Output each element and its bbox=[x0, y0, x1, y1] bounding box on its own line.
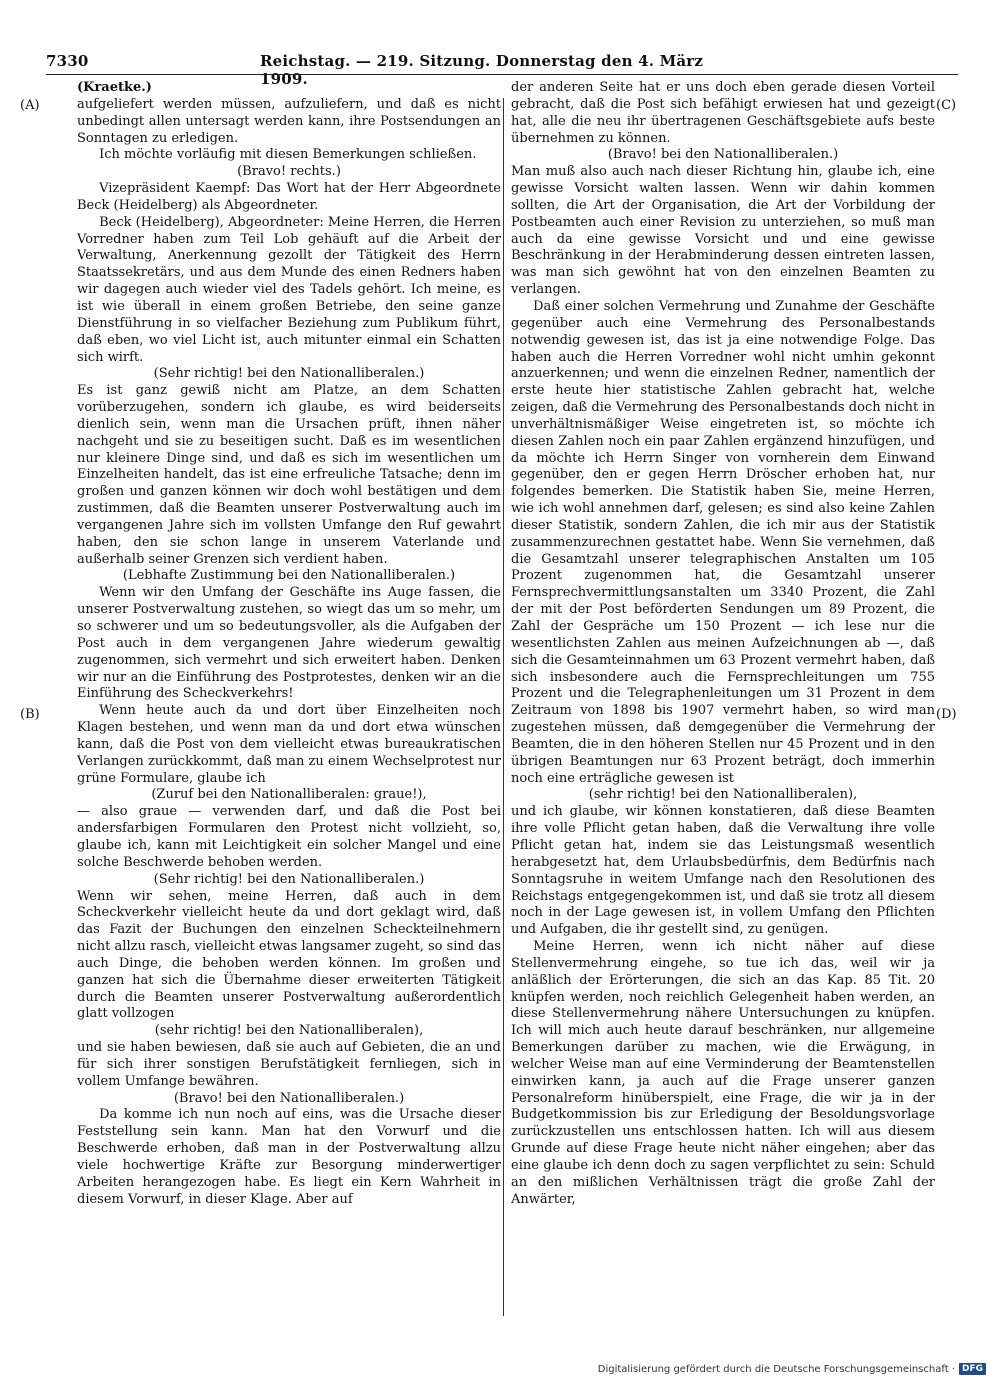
right-column bbox=[511, 80, 935, 1315]
left-column bbox=[77, 80, 501, 1315]
left-interjection: (Bravo! rechts.) bbox=[237, 164, 341, 180]
left-paragraph: Wenn wir den Umfang der Geschäfte ins Auge fassen, die unserer Postverwaltung zustehen, so wiegt das um so mehr, um so schwerer und um so bedeutungsvoller, als die Aufgaben der Post auch in dem vergangenen Jahre wiederum gewaltig zugenommen, sich vermehrt und sich erweitert haben. Denken wir nur an die Einführung des Postprotestes, denken wir an die Einführung des Scheckverkehrs! bbox=[77, 585, 501, 702]
left-interjection: (Sehr richtig! bei den Nationalliberalen.) bbox=[153, 871, 425, 887]
column-divider bbox=[503, 98, 504, 1316]
margin-mark-a: (A) bbox=[20, 98, 40, 113]
running-title: Reichstag. — 219. Sitzung. Donnerstag den 4. März 1909. bbox=[260, 52, 704, 88]
right-paragraph: und ich glaube, wir können konstatieren, daß diese Beamten ihre volle Pflicht getan haben, daß die Verwaltung ihre volle Pflicht getan hat, indem sie das Leistungsmaß wesentlich herabgesetzt hat, dem Urlaubsbedürfnis, dem Bedürfnis nach Sonntagsruhe in weitem Umfange nach den Resolutionen des Reichstags entgegengekommen ist, und daß sie trotz all diesem noch in der Lage gewesen ist, in vollem Umfang den Pflichten und Aufgaben, die ihr gestellt sind, zu genügen. bbox=[511, 804, 935, 938]
left-paragraph: und sie haben bewiesen, daß sie auch auf Gebieten, die an und für sich ihrer sonstigen Berufstätigkeit fernliegen, sich in vollem Umfange bewähren. bbox=[77, 1040, 501, 1089]
header-rule bbox=[46, 74, 958, 75]
left-paragraph: Beck (Heidelberg), Abgeordneter: Meine Herren, die Herren Vorredner haben zum Teil Lob gehäuft auf die Arbeit der Verwaltung, Anerkennung gezollt der Tätigkeit des Herrn Staatssekretärs, und aus dem Munde des einen Redners haben wir dagegen auch wieder viel des Tadels gehört. Ich meine, es ist wie überall in einem großen Betriebe, den seine ganze Dienstführung in so vielfacher Beziehung zum Publikum führt, daß eben, wo viel Licht ist, auch mitunter einmal ein Schatten sich wirft. bbox=[77, 214, 501, 365]
right-paragraph: Man muß also auch nach dieser Richtung hin, glaube ich, eine gewisse Vorsicht walten lassen. Wenn wir dahin kommen sollten, die Art der Organisation, die Art der Vorbildung der Postbeamten auch einer Revision zu unterziehen, so muß man auch da eine gewisse Vorsicht und und eine gewisse Beschränkung in der Herabminderung dessen eintreten lassen, was man sich gewöhnt hat von den einzelnen Beamten zu verlangen. bbox=[511, 164, 935, 298]
left-paragraph: Wenn heute auch da und dort über Einzelheiten noch Klagen bestehen, und wenn man da und dort etwa wünschen kann, daß die Post von dem vielleicht etwas bureaukratischen Verlangen zurückkommt, daß man zu einem Wechselprotest nur grüne Formulare, glaube ich bbox=[77, 703, 501, 786]
margin-mark-b: (B) bbox=[20, 707, 40, 722]
left-paragraph: Ich möchte vorläufig mit diesen Bemerkungen schließen. bbox=[99, 147, 477, 163]
left-paragraph: Es ist ganz gewiß nicht am Platze, an dem Schatten vorüberzugehen, sondern ich glaube, es wird beiderseits dienlich sein, wenn man die Ursachen prüft, ihnen näher nachgeht und sie zu beseitigen sucht. Daß es im wesentlichen nur kleinere Dinge sind, und daß es sich im wesentlichen um Einzelheiten handelt, das ist eine erfreuliche Tatsache; denn im großen und ganzen können wir doch wohl bestätigen und dem zustimmen, daß die Beamten unserer Postverwaltung auch im vergangenen Jahre sich im vollsten Umfange den Ruf gewahrt haben, den sie schon lange in unserem Vaterlande und außerhalb seiner Grenzen sich verdient haben. bbox=[77, 383, 501, 567]
page-number: 7330 bbox=[46, 52, 89, 70]
footer bbox=[598, 1363, 986, 1375]
right-interjection: (Bravo! bei den Nationalliberalen.) bbox=[607, 147, 839, 163]
right-paragraph: Daß einer solchen Vermehrung und Zunahme der Geschäfte gegenüber auch eine Vermehrung des Personalbestands notwendig gewesen ist, das ist ja eine notwendige Folge. Das haben auch die Herren Vorredner wohl nicht umhin gekonnt anzuerkennen; und wenn die einzelnen Redner, namentlich der erste heute hier statistische Zahlen gebracht hat, welche zeigen, daß die Vermehrung des Personalbestands doch nicht in unverhältnismäßiger Weise eingetreten ist, so möchte ich diesen Zahlen noch ein paar Zahlen ergänzend hinzufügen, und da möchte ich Herrn Singer von vornherein dem Einwand gegenüber, den er gegen Herrn Dröscher erhoben hat, nur folgendes bemerken. Die Statistik haben Sie, meine Herren, wie ich wohl annehmen darf, gelesen; es sind also keine Zahlen dieser Statistik, sondern Zahlen, die ich mir aus der Statistik zusammenzurechnen gestattet habe. Wenn Sie vernehmen, daß die Gesamtzahl unserer telegraphischen Anstalten um 105 Prozent zugenommen hat, die Gesamtzahl unserer Fernsprechvermittlungsanstalten um 3340 Prozent, die Zahl der mit der Post beförderten Sendungen um 89 Prozent, die Zahl der Gespräche um 150 Prozent — ich lese nur die wesentlichsten Zahlen aus meinen Aufzeichnungen ab —, daß sich die Gesamteinnahmen um 63 Prozent vermehrt haben, daß sich insbesondere auch die Fernsprechleitungen um 755 Prozent und die Telegraphenleitungen um 31 Prozent in dem Zeitraum von 1898 bis 1907 vermehrt haben, so wird man zugestehen müssen, daß demgegenüber die Vermehrung der Beamten, die in den höheren Stellen nur 45 Prozent und in den übrigen Beamtungen nur 63 Prozent beträgt, doch immerhin noch eine erträgliche gewesen ist bbox=[511, 298, 935, 786]
left-interjection: (sehr richtig! bei den Nationalliberalen), bbox=[154, 1023, 424, 1039]
dfg-logo: DFG bbox=[959, 1363, 986, 1375]
right-paragraph: der anderen Seite hat er uns doch eben gerade diesen Vorteil gebracht, daß die Post sich befähigt erwiesen hat und gezeigt hat, alle die neu ihr übertragenen Geschäftsgebiete aufs beste übernehmen zu können. bbox=[511, 80, 935, 146]
left-interjection: (Sehr richtig! bei den Nationalliberalen.) bbox=[153, 366, 425, 382]
footer-credit: Digitalisierung gefördert durch die Deutsche Forschungsgemeinschaft · bbox=[597, 1363, 955, 1375]
left-paragraph: Wenn wir sehen, meine Herren, daß auch in dem Scheckverkehr vielleicht heute da und dort geklagt wird, daß das Fazit der Buchungen den einzelnen Scheckteilnehmern nicht allzu rasch, vielleicht etwas langsamer zugeht, so sind das auch Dinge, die behoben werden können. Im großen und ganzen hat sich die Übernahme dieser erweiterten Tätigkeit durch die Beamten unserer Postverwaltung außerordentlich glatt vollzogen bbox=[77, 888, 501, 1022]
left-paragraph: aufgeliefert werden müssen, aufzuliefern, und daß es nicht unbedingt allen untersagt werden kann, ihre Postsendungen an Sonntagen zu erledigen. bbox=[77, 96, 501, 146]
left-interjection: (Zuruf bei den Nationalliberalen: graue!), bbox=[151, 787, 427, 803]
right-paragraph: Meine Herren, wenn ich nicht näher auf diese Stellenvermehrung eingehe, so tue ich das, weil wir ja anläßlich der Erörterungen, die sich an das Kap. 85 Tit. 20 knüpfen werden, noch reichlich Gelegenheit haben werden, an diese Stellenvermehrung nähere Untersuchungen zu knüpfen. Ich will mich auch heute darauf beschränken, nur allgemeine Bemerkungen darüber zu machen, wie die Erwägung, in welcher Weise man auf eine Verminderung der Beamtenstellen einwirken kann, ja auch auf die Frage unserer ganzen Personalreform hinüberspielt, eine Frage, die wir ja in der Budgetkommission bis zur Erledigung der Besoldungsvorlage zurückzustellen uns entschlossen hatten. Ich will aus diesem Grunde auf diese Frage heute nicht näher eingehen; aber das eine glaube ich denn doch zu sagen verpflichtet zu sein: Schuld an den mißlichen Verhältnissen trägt die große Zahl der Anwärter, bbox=[511, 939, 935, 1207]
left-interjection: (Lebhafte Zustimmung bei den Nationalliberalen.) bbox=[122, 568, 456, 584]
left-paragraph: Da komme ich nun noch auf eins, was die Ursache dieser Feststellung sein kann. Man hat den Vorwurf und die Beschwerde erhoben, daß man in der Postverwaltung allzu viele hochwertige Kräfte zur Besorgung minderwertiger Arbeiten herangezogen habe. Es liegt ein Kern Wahrheit in diesem Vorwurf, in dieser Klage. Aber auf bbox=[77, 1107, 501, 1207]
left-interjection: (Bravo! bei den Nationalliberalen.) bbox=[173, 1090, 405, 1106]
margin-mark-c: (C) bbox=[936, 98, 957, 113]
right-interjection: (sehr richtig! bei den Nationalliberalen), bbox=[588, 787, 858, 803]
margin-mark-d: (D) bbox=[936, 707, 957, 722]
left-paragraph: Vizepräsident Kaempf: Das Wort hat der Herr Abgeordnete Beck (Heidelberg) als Abgeordneter. bbox=[77, 181, 501, 213]
left-paragraph: (Kraetke.) bbox=[77, 80, 152, 95]
left-paragraph: — also graue — verwenden darf, und daß die Post bei andersfarbigen Formularen den Protest nicht vollzieht, so, glaube ich, kann mit Leichtigkeit ein solcher Mangel und eine solche Beschwerde behoben werden. bbox=[77, 804, 501, 870]
